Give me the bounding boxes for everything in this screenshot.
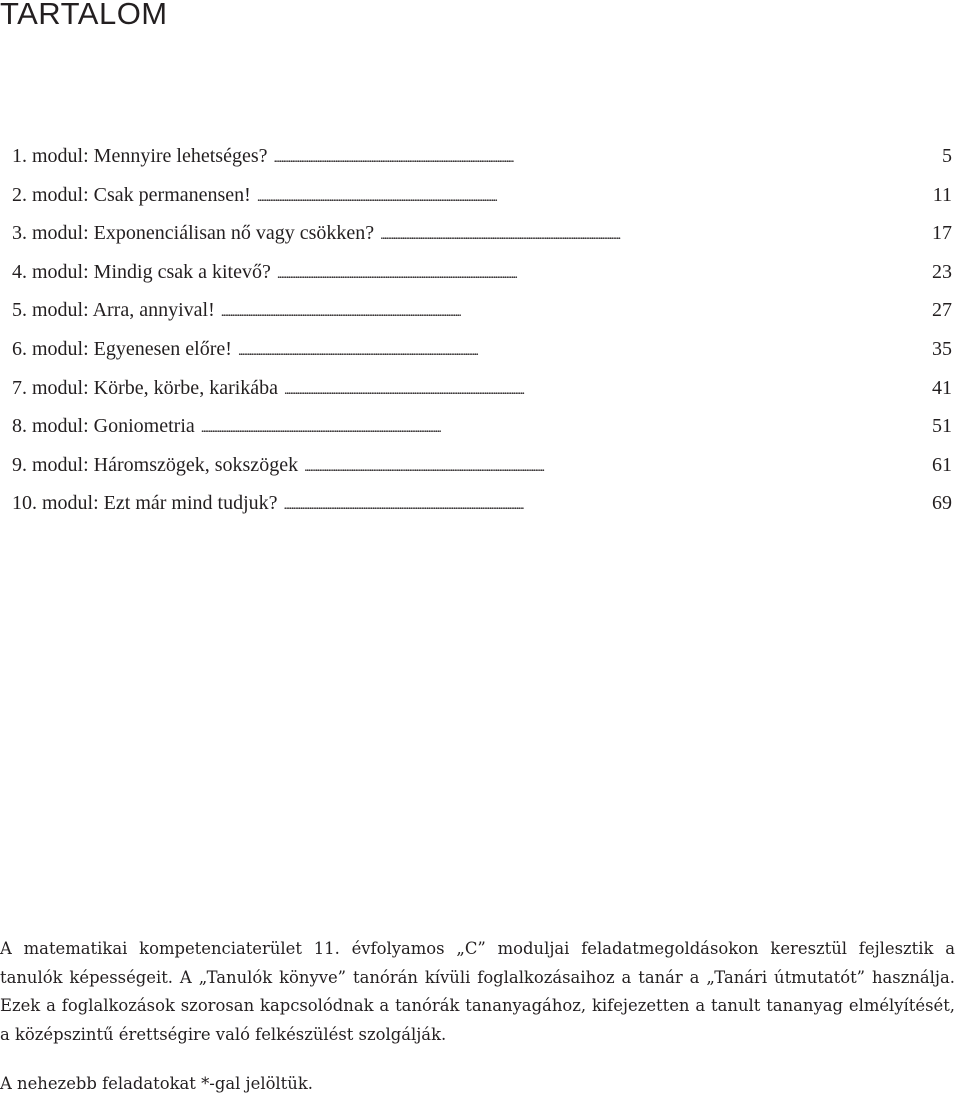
toc-entry-page: 5	[942, 145, 952, 167]
toc-entry[interactable]	[12, 137, 952, 176]
toc-entry[interactable]	[12, 253, 952, 292]
toc-entry-page: 17	[932, 222, 952, 245]
toc-dot-leader	[304, 446, 908, 488]
toc-entry-page: 23	[932, 260, 952, 283]
toc-entry-label: 7. modul: Körbe, körbe, karikába	[12, 376, 279, 399]
toc-dot-leader	[238, 330, 908, 372]
toc-entry-label: 6. modul: Egyenesen előre!	[12, 337, 232, 360]
toc-dot-leader	[274, 137, 909, 179]
toc-dot-leader	[380, 214, 908, 256]
toc-entry-label: 9. modul: Háromszögek, sokszögek	[12, 453, 299, 476]
toc-entry[interactable]	[12, 214, 952, 253]
toc-entry[interactable]	[12, 484, 952, 523]
toc-entry-label: 3. modul: Exponenciálisan nő vagy csökken?	[12, 222, 375, 245]
toc-entry-label: 10. modul: Ezt már mind tudjuk?	[12, 492, 278, 515]
toc-entry[interactable]	[12, 176, 952, 215]
toc-dot-leader	[221, 291, 908, 333]
toc-entry-page: 27	[932, 299, 952, 322]
toc-entry-page: 11	[932, 183, 952, 206]
toc-entry-label: 2. modul: Csak permanensen!	[12, 183, 251, 206]
toc-entry[interactable]	[12, 291, 952, 330]
toc-entry-label: 8. modul: Goniometria	[12, 415, 195, 438]
toc-entry[interactable]	[12, 330, 952, 369]
toc-entry[interactable]	[12, 407, 952, 446]
toc-entry-label: 4. modul: Mindig csak a kitevő?	[12, 260, 271, 283]
toc-dot-leader	[284, 369, 908, 411]
toc-entry-label: 5. modul: Arra, annyival!	[12, 299, 215, 322]
toc-entry-page: 41	[932, 376, 952, 399]
table-of-contents	[12, 137, 952, 523]
toc-entry-page: 35	[932, 337, 952, 360]
page-title: TARTALOM	[0, 0, 168, 31]
difficulty-note: A nehezebb feladatokat *-gal jelöltük.	[0, 1074, 313, 1093]
toc-dot-leader	[284, 484, 908, 526]
toc-dot-leader	[201, 407, 908, 449]
toc-entry[interactable]	[12, 369, 952, 408]
toc-dot-leader	[257, 176, 908, 218]
toc-dot-leader	[277, 253, 908, 295]
toc-entry-label: 1. modul: Mennyire lehetséges?	[12, 145, 268, 167]
toc-entry-page: 69	[932, 492, 952, 515]
intro-paragraph: A matematikai kompetenciaterület 11. évfolyamos „C” moduljai feladatmegoldásokon keresztül fejlesztik a tanulók képességeit. A „Tanulók könyve” tanórán kívüli foglalkozásaihoz a tanár a „Tanári útmutatót” használja. Ezek a foglalkozások szorosan kapcsolódnak a tanórák tananyagához, kifejezetten a tanult tananyag elmélyítését, a középszintű érettségire való felkészülést szolgálják.	[0, 939, 955, 1044]
toc-entry-page: 51	[932, 415, 952, 438]
toc-entry-page: 61	[932, 453, 952, 476]
toc-entry[interactable]	[12, 446, 952, 485]
